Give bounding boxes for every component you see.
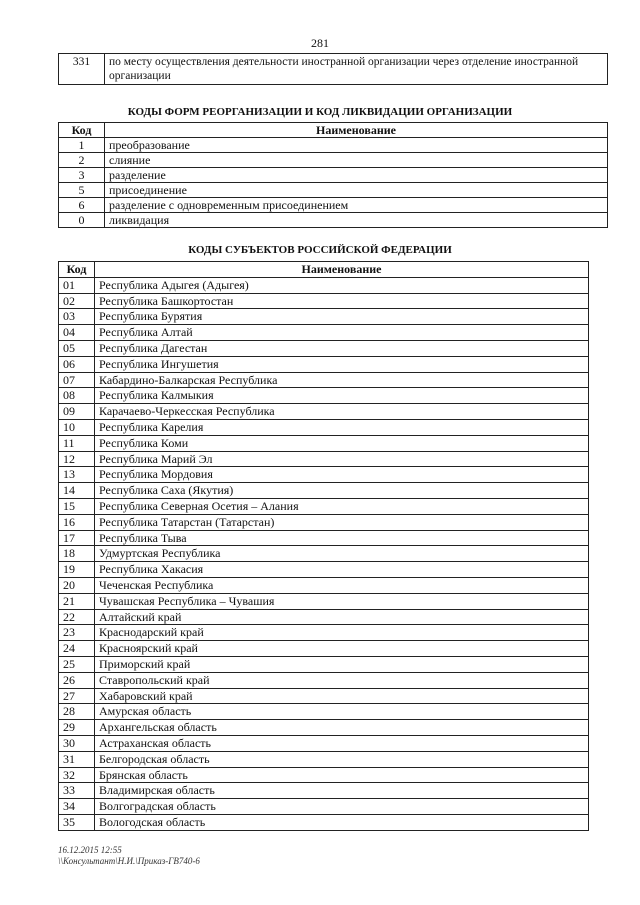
footer-path: \\Консультант\Н.И.\Приказ-ГВ740-6: [58, 856, 200, 866]
code-cell: 25: [59, 656, 95, 672]
name-column-header: Наименование: [95, 262, 589, 278]
code-cell: 09: [59, 404, 95, 420]
table-row: [59, 168, 608, 183]
code-cell: 34: [59, 799, 95, 815]
code-cell: 32: [59, 767, 95, 783]
code-cell: 14: [59, 483, 95, 499]
table-row: [59, 609, 589, 625]
code-cell: 2: [59, 153, 105, 168]
table-row: [59, 138, 608, 153]
name-cell: Астраханская область: [95, 735, 589, 751]
code-cell: 20: [59, 577, 95, 593]
code-cell: 29: [59, 720, 95, 736]
table-row: [59, 751, 589, 767]
name-cell: Чеченская Республика: [95, 577, 589, 593]
code-cell: 01: [59, 277, 95, 293]
code-cell: 04: [59, 325, 95, 341]
name-cell: Республика Коми: [95, 435, 589, 451]
code-cell: 331: [59, 54, 105, 85]
name-cell: по месту осуществления деятельности иностранной организации через отделение иностранной организации: [105, 54, 608, 85]
name-cell: Республика Дагестан: [95, 340, 589, 356]
code-cell: 12: [59, 451, 95, 467]
code-cell: 16: [59, 514, 95, 530]
footer-stamp: [58, 845, 200, 867]
table-row: [59, 704, 589, 720]
name-cell: преобразование: [105, 138, 608, 153]
code-cell: 19: [59, 562, 95, 578]
code-cell: 26: [59, 672, 95, 688]
table-row: [59, 372, 589, 388]
name-cell: Кабардино-Балкарская Республика: [95, 372, 589, 388]
table-row: [59, 593, 589, 609]
name-column-header: Наименование: [105, 123, 608, 138]
table-row: [59, 277, 589, 293]
name-cell: Ставропольский край: [95, 672, 589, 688]
name-cell: присоединение: [105, 183, 608, 198]
table-row: [59, 546, 589, 562]
code-cell: 03: [59, 309, 95, 325]
code-cell: 35: [59, 814, 95, 830]
code-cell: 22: [59, 609, 95, 625]
table-row: [59, 183, 608, 198]
code-cell: 31: [59, 751, 95, 767]
table-row: [59, 577, 589, 593]
code-cell: 33: [59, 783, 95, 799]
code-cell: 5: [59, 183, 105, 198]
name-cell: Алтайский край: [95, 609, 589, 625]
table-row: [59, 483, 589, 499]
code-cell: 28: [59, 704, 95, 720]
table-row: [59, 467, 589, 483]
name-cell: Республика Марий Эл: [95, 451, 589, 467]
name-cell: Вологодская область: [95, 814, 589, 830]
table-row: [59, 404, 589, 420]
name-cell: разделение: [105, 168, 608, 183]
table-row: [59, 325, 589, 341]
name-cell: Волгоградская область: [95, 799, 589, 815]
code-cell: 07: [59, 372, 95, 388]
code-cell: 10: [59, 419, 95, 435]
code-cell: 13: [59, 467, 95, 483]
name-cell: Амурская область: [95, 704, 589, 720]
code-cell: 24: [59, 641, 95, 657]
code-cell: 06: [59, 356, 95, 372]
name-cell: Республика Адыгея (Адыгея): [95, 277, 589, 293]
code-cell: 30: [59, 735, 95, 751]
code-cell: 02: [59, 293, 95, 309]
name-cell: Владимирская область: [95, 783, 589, 799]
table-row: [59, 419, 589, 435]
table-row: [59, 498, 589, 514]
name-cell: Белгородская область: [95, 751, 589, 767]
table-row: [59, 641, 589, 657]
name-cell: Республика Северная Осетия – Алания: [95, 498, 589, 514]
name-cell: ликвидация: [105, 213, 608, 228]
table-row: [59, 54, 608, 85]
name-cell: Республика Алтай: [95, 325, 589, 341]
code-cell: 3: [59, 168, 105, 183]
code-cell: 6: [59, 198, 105, 213]
code-cell: 17: [59, 530, 95, 546]
code-column-header: Код: [59, 123, 105, 138]
code-cell: 18: [59, 546, 95, 562]
name-cell: Республика Саха (Якутия): [95, 483, 589, 499]
table-header-row: [59, 262, 589, 278]
table-row: [59, 293, 589, 309]
table-row: [59, 688, 589, 704]
name-cell: Республика Калмыкия: [95, 388, 589, 404]
name-cell: Карачаево-Черкесская Республика: [95, 404, 589, 420]
table-row: [59, 799, 589, 815]
subjects-section-title: КОДЫ СУБЪЕКТОВ РОССИЙСКОЙ ФЕДЕРАЦИИ: [188, 244, 452, 256]
code-cell: 08: [59, 388, 95, 404]
table-row: [59, 213, 608, 228]
name-cell: Краснодарский край: [95, 625, 589, 641]
name-cell: Красноярский край: [95, 641, 589, 657]
code-cell: 1: [59, 138, 105, 153]
name-cell: Республика Мордовия: [95, 467, 589, 483]
name-cell: Республика Карелия: [95, 419, 589, 435]
table-row: [59, 720, 589, 736]
table-row: [59, 656, 589, 672]
table-row: [59, 388, 589, 404]
name-cell: Республика Татарстан (Татарстан): [95, 514, 589, 530]
continued-table: [58, 53, 608, 85]
name-cell: Республика Тыва: [95, 530, 589, 546]
table-row: [59, 514, 589, 530]
name-cell: Архангельская область: [95, 720, 589, 736]
table-row: [59, 451, 589, 467]
page-number: 281: [311, 36, 329, 50]
table-row: [59, 153, 608, 168]
reorg-codes-table: [58, 122, 608, 228]
table-header-row: [59, 123, 608, 138]
name-cell: Хабаровский край: [95, 688, 589, 704]
table-row: [59, 767, 589, 783]
table-row: [59, 625, 589, 641]
name-cell: слияние: [105, 153, 608, 168]
table-row: [59, 783, 589, 799]
table-row: [59, 435, 589, 451]
table-row: [59, 672, 589, 688]
table-row: [59, 340, 589, 356]
table-row: [59, 735, 589, 751]
reorg-section-title: КОДЫ ФОРМ РЕОРГАНИЗАЦИИ И КОД ЛИКВИДАЦИИ ОРГАНИЗАЦИИ: [127, 106, 513, 118]
code-cell: 21: [59, 593, 95, 609]
name-cell: Чувашская Республика – Чувашия: [95, 593, 589, 609]
name-cell: Удмуртская Республика: [95, 546, 589, 562]
code-cell: 0: [59, 213, 105, 228]
code-cell: 15: [59, 498, 95, 514]
table-row: [59, 198, 608, 213]
name-cell: Брянская область: [95, 767, 589, 783]
table-row: [59, 356, 589, 372]
name-cell: Республика Башкортостан: [95, 293, 589, 309]
code-column-header: Код: [59, 262, 95, 278]
footer-timestamp: 16.12.2015 12:55: [58, 845, 122, 855]
name-cell: Республика Ингушетия: [95, 356, 589, 372]
code-cell: 23: [59, 625, 95, 641]
subject-codes-table: [58, 261, 589, 831]
code-cell: 11: [59, 435, 95, 451]
table-row: [59, 309, 589, 325]
name-cell: разделение с одновременным присоединением: [105, 198, 608, 213]
name-cell: Приморский край: [95, 656, 589, 672]
table-row: [59, 562, 589, 578]
code-cell: 27: [59, 688, 95, 704]
table-row: [59, 814, 589, 830]
table-row: [59, 530, 589, 546]
name-cell: Республика Бурятия: [95, 309, 589, 325]
code-cell: 05: [59, 340, 95, 356]
name-cell: Республика Хакасия: [95, 562, 589, 578]
